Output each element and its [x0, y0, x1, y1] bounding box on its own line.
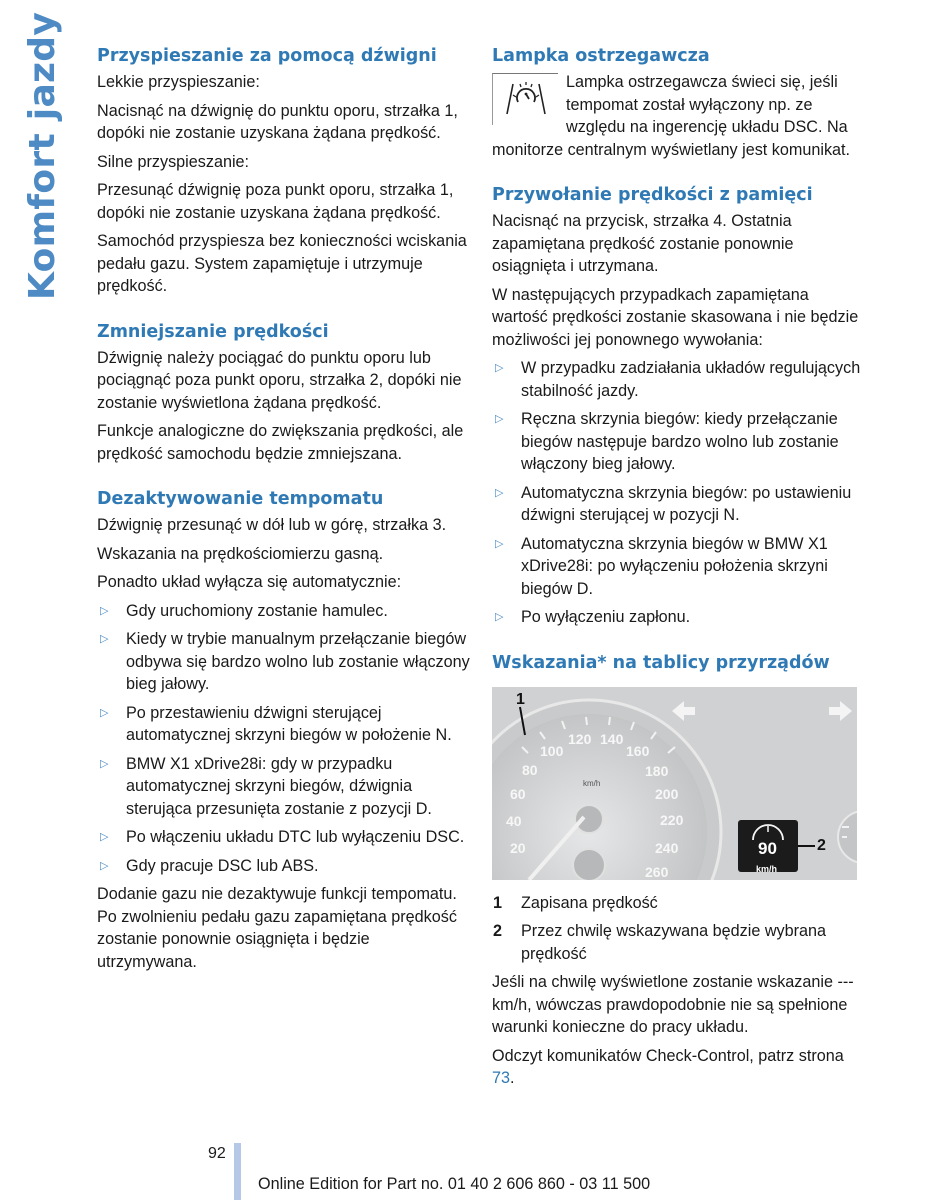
right-column [492, 44, 862, 1096]
list-item-text: Gdy pracuje DSC lub ABS. [126, 856, 319, 875]
paragraph: Samochód przyspiesza bez konieczności wciskania pedału gazu. System zapamiętuje i utrzymuje prędkość. [97, 232, 467, 295]
list-item [97, 600, 473, 623]
page-number: 92 [208, 1145, 226, 1162]
tick-label: 60 [510, 785, 526, 802]
paragraph [492, 1045, 862, 1090]
triangle-bullet-icon: ▷ [100, 757, 109, 770]
list-item-text: Kiedy w trybie manualnym przełączanie biegów odbywa się bardzo wolno lub zostanie włączony bieg jałowy. [126, 630, 470, 693]
paragraph: Nacisnąć na dźwignię do punktu oporu, strzałka 1, dopóki nie zostanie uzyskana żądana prędkość. [97, 101, 458, 142]
list-item [492, 357, 862, 402]
bullet-list [492, 357, 862, 629]
paragraph: Dźwignię przesunąć w dół lub w górę, strzałka 3. [97, 516, 447, 534]
paragraph-text: Odczyt komunikatów Check-Control, patrz strona [492, 1046, 844, 1065]
paragraph: Dźwignię należy pociągać do punktu oporu lub pociągnąć poza punkt oporu, strzałka 2, dopóki nie zostanie wyświetlona żądana prędkość. [97, 348, 462, 412]
list-item-text: Automatyczna skrzynia biegów w BMW X1 xDrive28i: po wyłączeniu położenia skrzyni biegów D. [521, 534, 828, 598]
tick-label: 240 [655, 839, 679, 856]
list-item-text: W przypadku zadziałania układów regulujących stabilność jazdy. [521, 359, 861, 400]
tick-label: 20 [510, 839, 526, 856]
list-item [492, 606, 862, 629]
triangle-bullet-icon: ▷ [495, 537, 504, 550]
tick-label: 140 [600, 730, 624, 747]
triangle-bullet-icon: ▷ [100, 859, 109, 872]
triangle-bullet-icon: ▷ [100, 706, 109, 719]
heading-accelerate: Przyspieszanie za pomocą dźwigni [97, 46, 437, 66]
triangle-bullet-icon: ▷ [100, 831, 109, 843]
list-item-text: Automatyczna skrzynia biegów: po ustawieniu dźwigni sterującej w pozycji N. [521, 483, 852, 524]
instrument-cluster-figure [492, 687, 857, 880]
callout-1-label: 1 [516, 690, 525, 708]
list-item [97, 855, 473, 878]
legend-number: 1 [493, 893, 503, 912]
paragraph: Lampka ostrzegawcza świeci się, jeśli tempomat został wyłączony np. ze względu na ingerencję układu DSC. Na monitorze centralnym wyświetlany jest komunikat. [492, 73, 851, 159]
list-item-text: Po wyłączeniu zapłonu. [521, 608, 691, 626]
set-speed-unit: km/h [756, 863, 778, 874]
paragraph: Funkcje analogiczne do zwiększania prędkości, ale prędkość samochodu będzie zmniejszana. [97, 422, 464, 463]
list-item [492, 408, 862, 476]
tick-label: 260 [645, 863, 669, 880]
triangle-bullet-icon: ▷ [495, 486, 504, 499]
cruise-warning-icon [492, 73, 558, 125]
paragraph: Wskazania na prędkościomierzu gasną. [97, 544, 384, 563]
triangle-bullet-icon: ▷ [495, 413, 504, 425]
triangle-bullet-icon: ▷ [495, 611, 504, 623]
heading-deactivate: Dezaktywowanie tempomatu [97, 489, 384, 509]
list-item [492, 533, 862, 601]
list-item [97, 826, 473, 849]
heading-instrument-display: Wskazania* na tablicy przyrządów [492, 652, 830, 673]
legend-item [492, 920, 862, 965]
footer-edition-text: Online Edition for Part no. 01 40 2 606 860 - 03 11 500 [258, 1175, 651, 1193]
triangle-bullet-icon: ▷ [495, 362, 504, 374]
tick-label: 100 [540, 742, 564, 759]
paragraph: Dodanie gazu nie dezaktywuje funkcji tempomatu. Po zwolnieniu pedału gazu zapamiętana prędkość zostanie ponownie osiągnięta i będzie utrzymywana. [97, 885, 457, 971]
legend-text: Zapisana prędkość [521, 893, 658, 912]
page-reference-link[interactable]: 73 [492, 1069, 511, 1087]
legend-number: 2 [493, 922, 503, 940]
paragraph: Lekkie przyspieszanie: [97, 73, 260, 91]
heading-decelerate: Zmniejszanie prędkości [97, 321, 329, 342]
bullet-list [97, 600, 473, 878]
list-item-text: Gdy uruchomiony zostanie hamulec. [126, 601, 388, 620]
figure-legend [492, 892, 862, 966]
list-item [97, 753, 473, 821]
paragraph: Jeśli na chwilę wyświetlone zostanie wskazanie --- km/h, wówczas prawdopodobnie nie są spełnione warunki konieczne do pracy układu. [492, 973, 854, 1036]
list-item [492, 482, 862, 527]
triangle-bullet-icon: ▷ [100, 604, 109, 617]
footer-accent-bar [234, 1143, 241, 1200]
tick-label: 220 [660, 811, 684, 828]
tick-label: 180 [645, 762, 669, 779]
paragraph: Przesunąć dźwignię poza punkt oporu, strzałka 1, dopóki nie zostanie uzyskana żądana prędkość. [97, 181, 454, 222]
list-item-text: Po przestawieniu dźwigni sterującej automatycznej skrzyni biegów w położenie N. [126, 703, 452, 744]
paragraph: Nacisnąć na przycisk, strzałka 4. Ostatnia zapamiętana prędkość zostanie ponownie osiągnięta i utrzymana. [492, 212, 794, 275]
tick-label: 80 [522, 761, 538, 778]
legend-item [492, 892, 862, 915]
set-speed-value: 90 [758, 838, 777, 858]
paragraph-end: . [510, 1069, 515, 1087]
list-item [97, 628, 473, 696]
callout-2-label: 2 [817, 836, 826, 854]
list-item-text: Ręczna skrzynia biegów: kiedy przełączanie biegów następuje bardzo wolno lub zostanie włączony bieg jałowy. [521, 410, 839, 473]
list-item-text: BMW X1 xDrive28i: gdy w przypadku automatycznej skrzyni biegów, dźwignia sterująca przesunięta zostanie z pozycji D. [126, 754, 432, 818]
tick-label: 160 [626, 742, 650, 759]
tick-label: 120 [568, 730, 592, 747]
left-column [97, 44, 473, 979]
triangle-bullet-icon: ▷ [100, 633, 109, 645]
heading-resume-speed: Przywołanie prędkości z pamięci [492, 185, 813, 205]
legend-text: Przez chwilę wskazywana będzie wybrana prędkość [521, 922, 827, 963]
side-chapter-title: Komfort jazdy [22, 11, 63, 300]
list-item [97, 702, 473, 747]
tick-label: 40 [506, 812, 522, 829]
warning-lamp-block [492, 71, 862, 161]
paragraph: W następujących przypadkach zapamiętana wartość prędkości zostanie skasowana i nie będzie możliwości jej ponownego wywołania: [492, 285, 859, 349]
gauge-unit-label: km/h [583, 778, 601, 788]
list-item-text: Po włączeniu układu DTC lub wyłączeniu DSC. [126, 828, 465, 846]
tick-label: 200 [655, 785, 679, 802]
paragraph: Silne przyspieszanie: [97, 152, 250, 171]
paragraph: Ponadto układ wyłącza się automatycznie: [97, 573, 402, 591]
heading-warning-lamp: Lampka ostrzegawcza [492, 46, 710, 66]
